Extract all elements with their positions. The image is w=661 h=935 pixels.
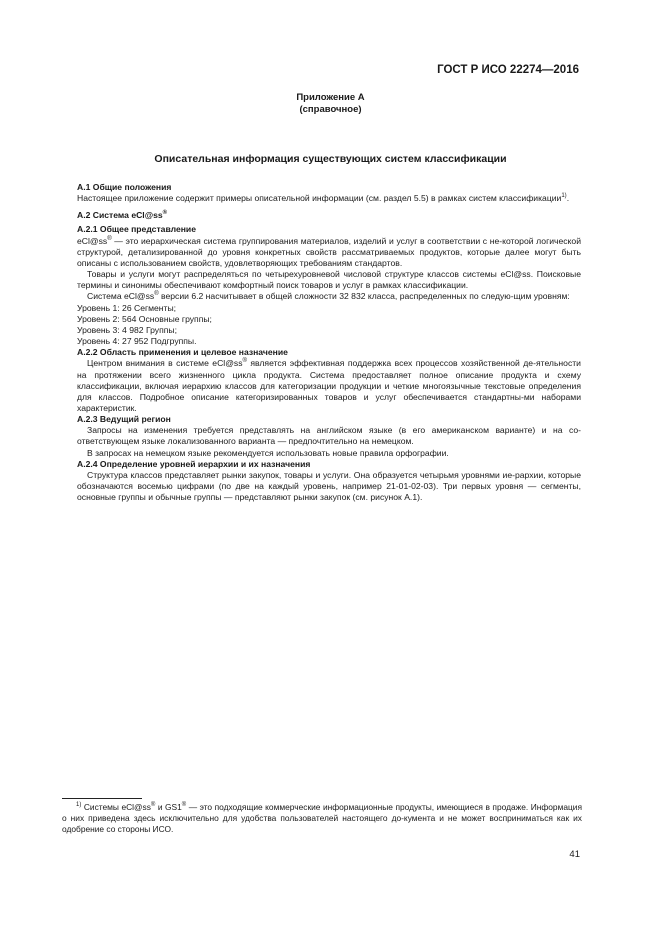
footnote-reference: 1) — [561, 193, 567, 200]
section-a23-paragraph-2: В запросах на немецком языке рекомендуется использовать новые правила орфографии. — [87, 447, 449, 458]
section-a1-paragraph: Настоящее приложение содержит примеры описательной информации (см. раздел 5.5) в рамках систем классификации$^{1)}$. — [77, 193, 570, 204]
annex-title: Приложение А — [296, 92, 365, 103]
section-a21-paragraph-3: Система eCl@ss® версии 6.2 насчитывает в общей сложности 32 832 класса, распределенных по следую-щим уровням: — [87, 291, 570, 302]
section-a22-heading: А.2.2 Область применения и целевое назначение — [77, 347, 288, 358]
footnote: $^{1)}$ Системы eCl@ss® и GS1® — это подходящие коммерческие информационные продукты, имеющиеся в продаже. Информация о них приведена здесь исключительно для удобства пользователей настоящего до-кумента и не может восприниматься как их одобрение со стороны ИСО. — [62, 802, 582, 834]
section-a22-paragraph: Центром внимания в системе eCl@ss® является эффективная поддержка всех процессов хозяйственной де-ятельности на протяжении всего жизненного цикла продукта. Система предоставляет полное описание продукта и схему классификации, включая иерархию классов для категоризации продукции и четкие многоязычные текстовые определения для классов. Подробное описание категоризированных товаров и услуг обеспечивается стандартны-ми наборами характеристик. — [77, 358, 581, 413]
level-item: Уровень 3: 4 982 Группы; — [77, 324, 177, 335]
footnote-divider — [62, 798, 142, 799]
section-a23-paragraph-1: Запросы на изменения требуется представлять на английском языке (в его американском варианте) и на со-ответствующем языке локализованного варианта — предпочтительно на немецком. — [77, 425, 581, 447]
level-item: Уровень 4: 27 952 Подгруппы. — [77, 336, 197, 347]
footnote-mark: 1) — [76, 802, 82, 809]
section-a24-paragraph: Структура классов представляет рынки закупок, товары и услуги. Она образуется четырьмя уровнями ие-рархии, которые обозначаются восемью цифрами (по две на каждый уровень, например 21-01-02-03). Три первых уровня — сегменты, основные группы и обычные группы — представляют рынки закупок (см. рисунок А.1). — [77, 469, 581, 503]
page-number: 41 — [569, 849, 580, 860]
level-item: Уровень 1: 26 Сегменты; — [77, 302, 177, 313]
section-a23-heading: А.2.3 Ведущий регион — [77, 414, 171, 425]
section-a2-heading: А.2 Система eCl@ss® — [77, 210, 168, 221]
standard-code: ГОСТ Р ИСО 22274—2016 — [437, 64, 579, 76]
section-a24-heading: А.2.4 Определение уровней иерархии и их назначения — [77, 458, 311, 469]
annex-type: (справочное) — [299, 104, 362, 115]
document-title: Описательная информация существующих систем классификации — [154, 153, 507, 165]
section-a21-heading: А.2.1 Общее представление — [77, 224, 196, 235]
document-body — [77, 182, 581, 503]
section-a1-heading: А.1 Общие положения — [77, 182, 172, 192]
section-a21-paragraph-1: eCl@ss® — это иерархическая система группирования материалов, изделий и услуг в соответствии с не-которой логической структурой, детализированной до уровня конкретных свойств рассматриваемых продуктов, которые далее могут быть описаны с использованием свойств, удовлетворяющих требованиям стандартов. — [77, 235, 581, 268]
section-a21-paragraph-2: Товары и услуги могут распределяться по четырехуровневой числовой структуре классов системы eCl@ss. Поисковые термины и синонимы обеспечивают комфортный поиск товаров и услуг в рамках классификации. — [77, 269, 581, 291]
level-item: Уровень 2: 564 Основные группы; — [77, 313, 212, 324]
